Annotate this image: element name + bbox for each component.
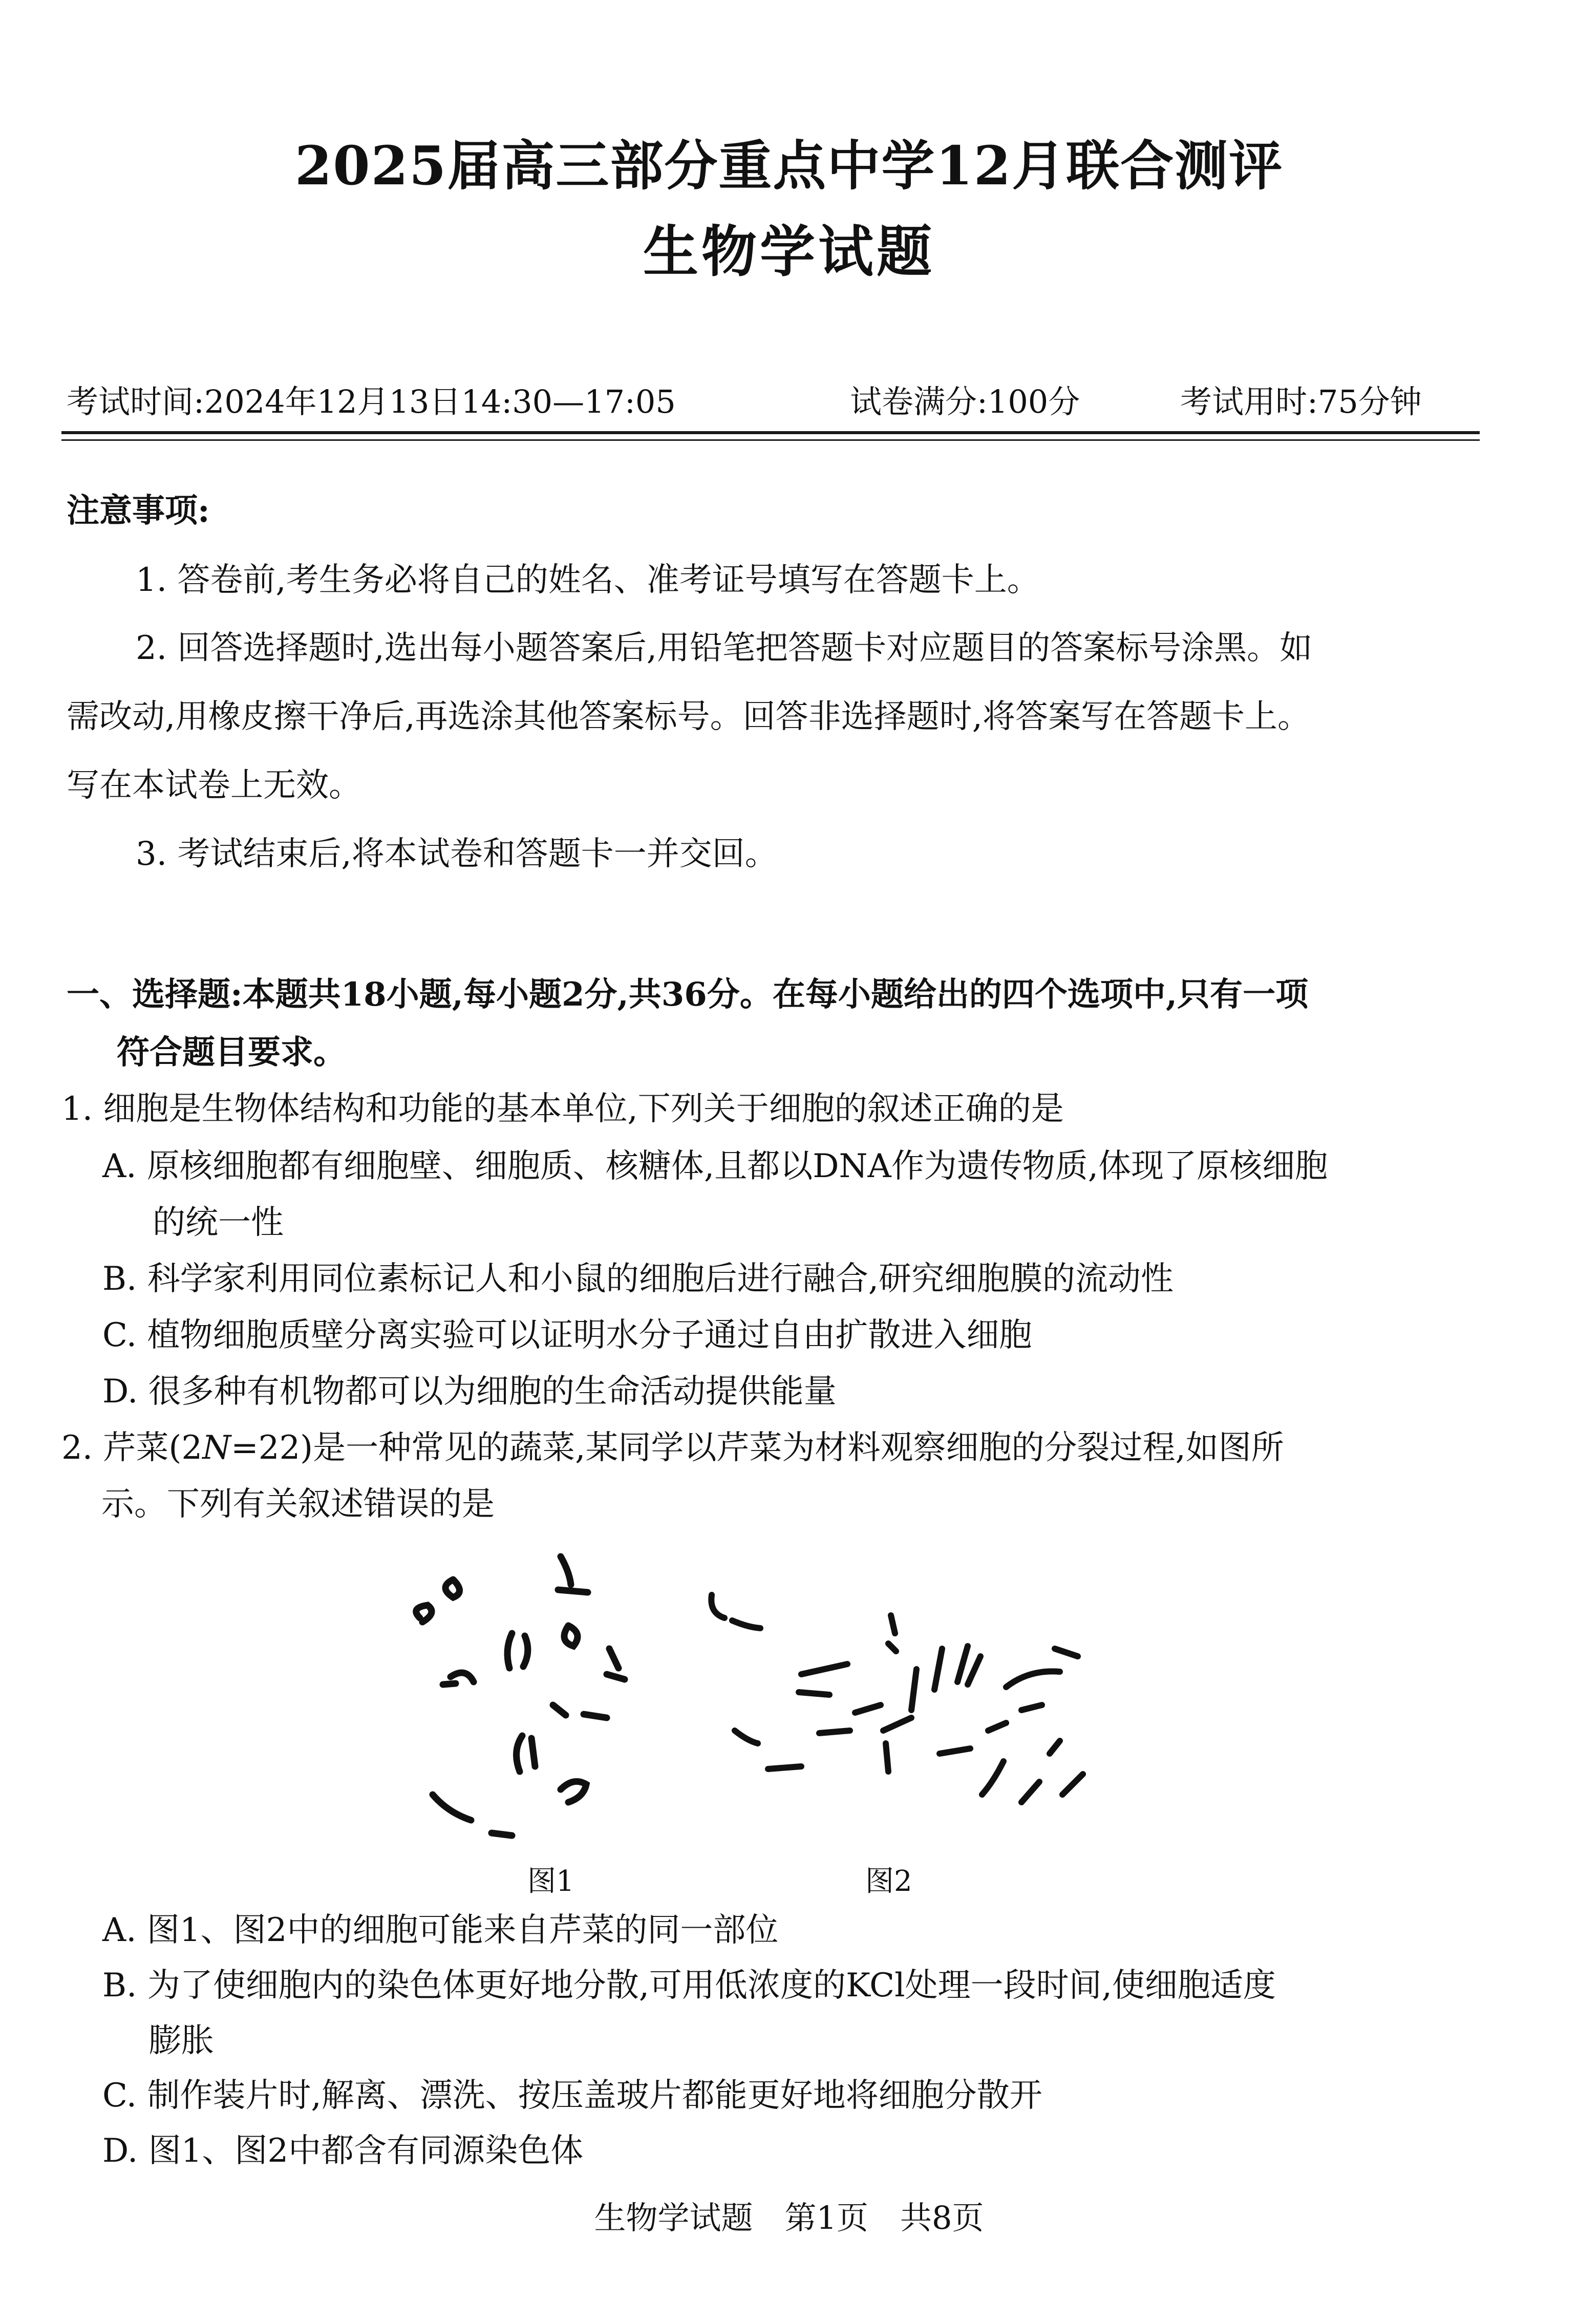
section-heading-line-1: 一、选择题:本题共18小题,每小题2分,共36分。在每小题给出的四个选项中,只有一项 [67,975,1309,1014]
q1-option-a-line-1: A. 原核细胞都有细胞壁、细胞质、核糖体,且都以DNA作为遗传物质,体现了原核细胞 [102,1147,1328,1185]
notes-heading: 注意事项: [67,492,210,530]
header-rule-thin [61,439,1480,441]
q1-stem: 1. 细胞是生物体结构和功能的基本单位,下列关于细胞的叙述正确的是 [61,1090,1064,1128]
note-item-1: 1. 答卷前,考生务必将自己的姓名、准考证号填写在答题卡上。 [136,561,1040,599]
q2-option-b-line-1: B. 为了使细胞内的染色体更好地分散,可用低浓度的KCl处理一段时间,使细胞适度 [102,1967,1276,2005]
note-item-3: 3. 考试结束后,将本试卷和答题卡一并交回。 [136,835,778,873]
q2-option-d: D. 图1、图2中都含有同源染色体 [102,2132,584,2170]
q1-option-a-line-2: 的统一性 [153,1204,284,1242]
page-footer: 生物学试题 第1页 共8页 [594,2199,984,2236]
q2-option-a: A. 图1、图2中的细胞可能来自芹菜的同一部位 [102,1911,779,1949]
exam-subtitle: 生物学试题 [643,220,935,284]
figure-1-chromosomes [389,1536,645,1843]
exam-time: 考试时间:2024年12月13日14:30—17:05 [67,383,676,420]
note-item-2-line-3: 写在本试卷上无效。 [67,766,361,804]
q1-option-c: C. 植物细胞质壁分离实验可以证明水分子通过自由扩散进入细胞 [102,1316,1032,1354]
figure-2-chromosomes [701,1567,1121,1813]
section-heading-line-2: 符合题目要求。 [117,1033,346,1072]
note-item-2-line-2: 需改动,用橡皮擦干净后,再选涂其他答案标号。回答非选择题时,将答案写在答题卡上。 [67,698,1311,736]
full-score: 试卷满分:100分 [850,383,1080,420]
exam-duration: 考试用时:75分钟 [1180,383,1422,420]
q1-option-b: B. 科学家利用同位素标记人和小鼠的细胞后进行融合,研究细胞膜的流动性 [102,1260,1174,1298]
exam-title: 2025届高三部分重点中学12月联合测评 [294,134,1284,197]
q1-option-d: D. 很多种有机物都可以为细胞的生命活动提供能量 [102,1373,837,1411]
q2-stem-line-1: 2. 芹菜(2N=22)是一种常见的蔬菜,某同学以芹菜为材料观察细胞的分裂过程,如图所 [61,1429,1284,1467]
q2-stem-line-2: 示。下列有关叙述错误的是 [101,1485,495,1523]
q2-option-b-line-2: 膨胀 [148,2022,214,2060]
header-rule-thick [61,431,1480,434]
figure-2-label: 图2 [865,1865,912,1898]
figure-1-label: 图1 [527,1865,574,1898]
note-item-2-line-1: 2. 回答选择题时,选出每小题答案后,用铅笔把答题卡对应题目的答案标号涂黑。如 [136,629,1313,667]
q2-option-c: C. 制作装片时,解离、漂洗、按压盖玻片都能更好地将细胞分散开 [102,2077,1042,2115]
